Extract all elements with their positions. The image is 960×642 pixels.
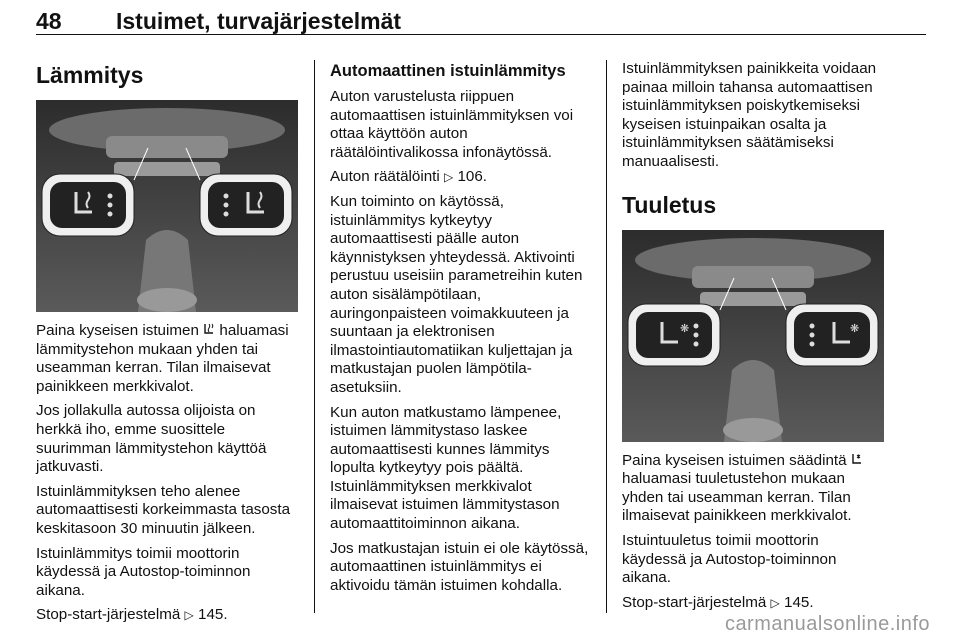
vent-button-right-callout xyxy=(786,304,878,366)
column-heating xyxy=(36,60,298,631)
seat-ventilation-icon xyxy=(851,453,863,467)
paragraph: Stop-start-järjestelmä ▷ 145. xyxy=(36,606,228,624)
paragraph: Istuinlämmityksen painikkeita voidaan painaa milloin tahansa automaattisen istuinlämmityksen poiskytkemiseksi kyseisen istuinpaikan osalta ja istuinlämmityksen säätämiseksi manuaalisesti. xyxy=(622,60,877,170)
column-auto-heating xyxy=(330,60,592,601)
paragraph: Paina kyseisen istuimen säädintä haluamasi tuuletustehon mukaan yhden tai useamman kerran. Tilan ilmaisevat painikkeen merkkivalot. xyxy=(622,452,886,526)
cross-reference-icon: ▷ xyxy=(184,608,194,623)
paragraph: Auton räätälöinti ▷ 106. xyxy=(330,168,488,186)
page-header xyxy=(36,4,926,44)
heat-button-left-callout xyxy=(42,174,134,236)
cross-reference-icon: ▷ xyxy=(770,595,780,610)
cross-reference-icon: ▷ xyxy=(443,170,454,185)
paragraph: Kun auton matkustamo lämpenee, istuimen lämmitystaso laskee automaattisesti kunnes lämmitys lopulta kytkeytyy pois päältä. Istuinlämmityksen merkkivalot ilmaisevat istuimen lämmitystason automaattitoiminnon aikana. xyxy=(330,403,562,533)
paragraph: Stop-start-järjestelmä ▷ 145. xyxy=(622,593,814,611)
seat-heat-icon xyxy=(203,323,215,337)
paragraph: Paina kyseisen istuimen haluamasi lämmitystehon mukaan yhden tai useamman kerran. Tilan ilmaisevat painikkeen merkkivalot. xyxy=(36,322,289,395)
paragraph: Jos jollakulla autossa olijoista on herkkä iho, emme suosittele suurimman lämmitystehon käyttöä jatkuvasti. xyxy=(36,402,267,476)
svg-text:❋: ❋ xyxy=(850,321,860,335)
paragraph: Auton varustelusta riippuen automaattisen istuinlämmityksen voi ottaa käyttöön auton räätälöintivalikossa infonäytössä. xyxy=(330,88,574,161)
chapter-title: Istuimet, turvajärjestelmät xyxy=(116,8,402,34)
page-reference-link[interactable]: 145. xyxy=(784,593,814,611)
svg-text:❋: ❋ xyxy=(680,321,690,335)
page-reference-link[interactable]: 145. xyxy=(198,606,228,624)
column-ventilation xyxy=(622,60,886,618)
paragraph: Istuintuuletus toimii moottorin käydessä ja Autostop-toiminnon aikana. xyxy=(622,531,837,587)
paragraph: Istuinlämmityksen teho alenee automaattisesti korkeimmasta tasosta keskitasoon 30 minuutin jälkeen. xyxy=(36,482,291,537)
seat-ventilation-photo xyxy=(622,230,884,442)
paragraph: Istuinlämmitys toimii moottorin käydessä ja Autostop-toiminnon aikana. xyxy=(36,544,251,599)
column-divider xyxy=(606,60,607,613)
column-divider xyxy=(314,60,315,613)
watermark: carmanualsonline.info xyxy=(724,613,930,635)
heat-button-right-callout xyxy=(200,174,292,236)
page-reference-link[interactable]: 106. xyxy=(457,168,488,186)
seat-heating-photo xyxy=(36,100,298,312)
paragraph: Jos matkustajan istuin ei ole käytössä, automaattinen istuinlämmitys ei aktivoidu tämän istuimen kohdalla. xyxy=(330,539,589,594)
section-heading-ventilation: Tuuletus xyxy=(622,191,717,218)
section-heading-auto-heating: Automaattinen istuinlämmitys xyxy=(330,62,566,80)
header-rule xyxy=(36,34,926,35)
paragraph: Kun toiminto on käytössä, istuinlämmitys kytkeytyy automaattisesti päälle auton käynnistyksen yhteydessä. Aktivointi perustuu useisiin parametreihin kuten auton sisälämpötilaan, auringonpaisteen voimakkuuteen ja suuntaan ja elektronisen ilmastointiautomatiikan kuljettajan ja matkustajan puolen lämpötila-asetuksiin. xyxy=(330,192,583,396)
page-number: 48 xyxy=(36,8,62,34)
vent-button-left-callout xyxy=(628,304,720,366)
section-heading-heating: Lämmitys xyxy=(36,62,144,88)
